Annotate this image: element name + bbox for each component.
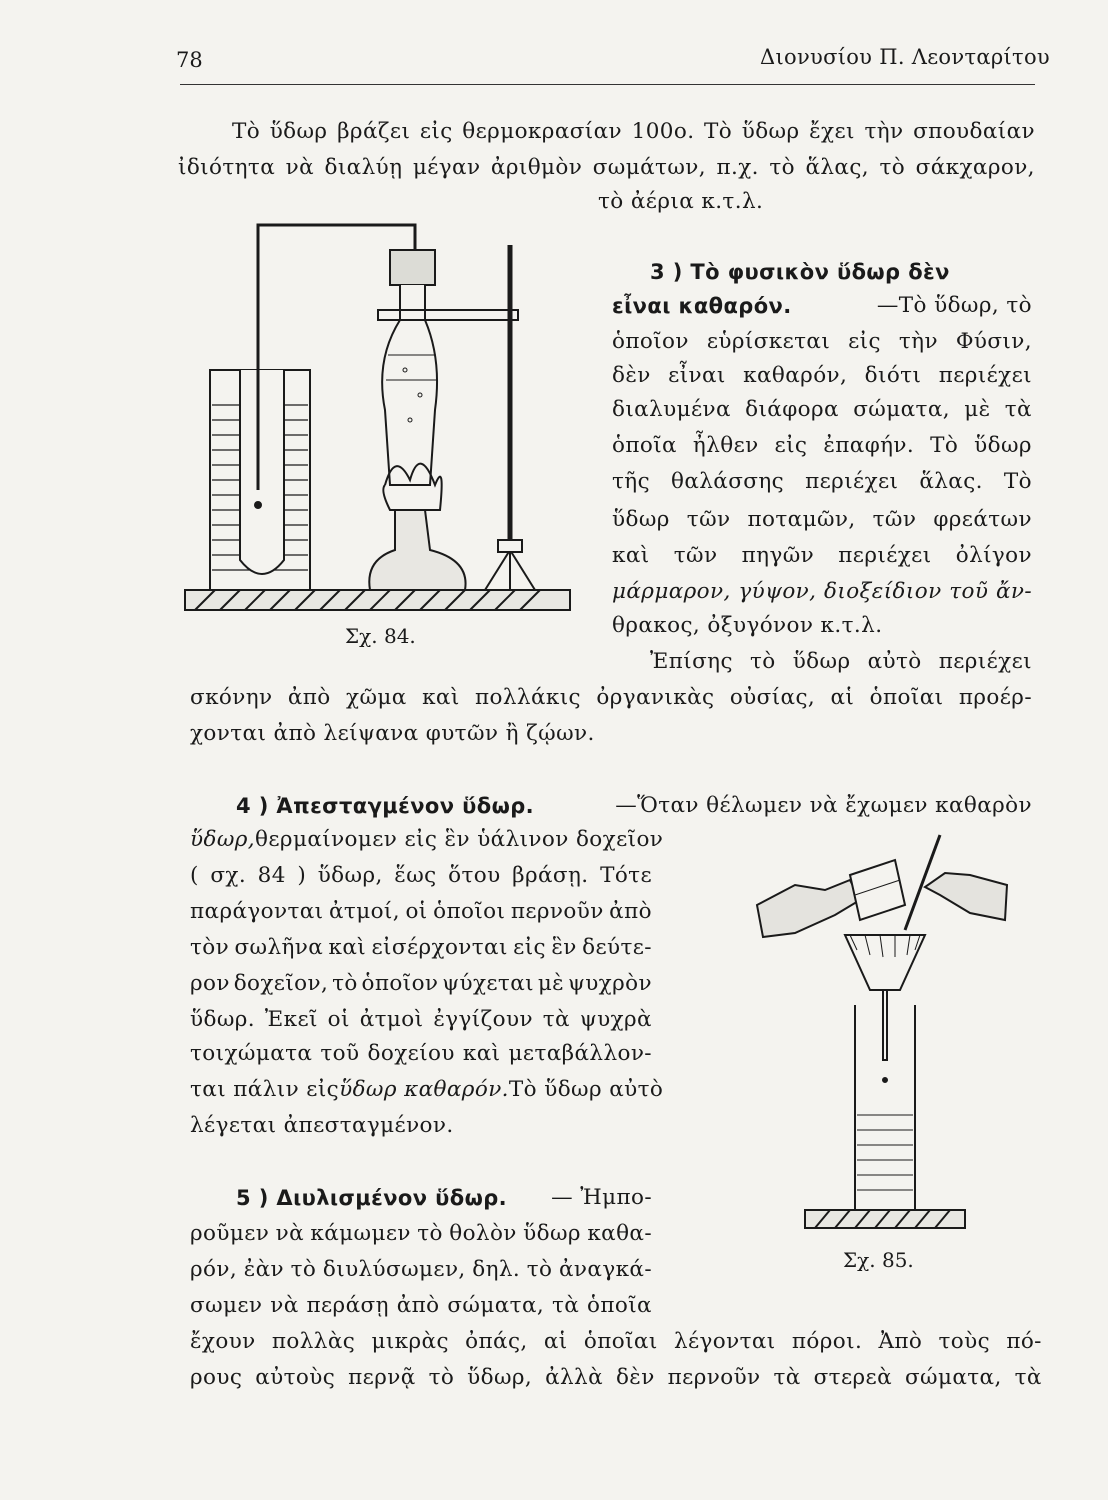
section-4-line-10: λέγεται ἀπεσταγμένον. (190, 1113, 454, 1138)
section-4-line-2-text: θερμαίνομεν εἰς ἓν ὑάλινον δοχεῖον (255, 827, 664, 852)
section-4-line-3: ( σχ. 84 ) ὕδωρ, ἕως ὅτου βράσῃ. Τότε (190, 863, 652, 888)
section-3-line-14: χονται ἀπὸ λείψανα φυτῶν ἢ ζῴων. (190, 721, 595, 746)
section-4-line-2 (190, 826, 664, 854)
section-4-line-8: τοιχώματα τοῦ δοχείου καὶ μεταβάλλον- (190, 1041, 652, 1066)
section-4-line-4: παράγονται ἀτμοί, οἱ ὁποῖοι περνοῦν ἀπὸ (190, 899, 652, 924)
figure-84-distillation-illustration (180, 220, 600, 620)
section-5-heading: 5 ) Διυλισμένον ὕδωρ. (236, 1186, 508, 1210)
section-3-line-4: δὲν εἶναι καθαρόν, διότι περιέχει (612, 363, 1032, 388)
section-4-line-7: ὕδωρ. Ἐκεῖ οἱ ἀτμοὶ ἐγγίζουν τὰ ψυχρὰ (190, 1007, 652, 1032)
section-3-line-7: τῆς θαλάσσης περιέχει ἅλας. Τὸ (612, 469, 1032, 494)
section-4-line-2-italic: ὕδωρ, (190, 827, 256, 852)
section-5-line-5: ἔχουν πολλὰς μικρὰς ὀπάς, αἱ ὁποῖαι λέγονται πόροι. Ἀπὸ τοὺς πό- (190, 1329, 1042, 1354)
intro-line-2: ἰδιότητα νὰ διαλύῃ μέγαν ἀριθμὸν σωμάτων, π.χ. τὸ ἅλας, τὸ σάκχαρον, (178, 155, 1035, 180)
figure-85-caption: Σχ. 85. (843, 1248, 914, 1272)
section-3-line-6: ὁποῖα ἦλθεν εἰς ἐπαφήν. Τὸ ὕδωρ (612, 433, 1032, 458)
page-number: 78 (176, 48, 203, 72)
section-3-heading-cont: εἶναι καθαρόν. (612, 294, 792, 318)
intro-line-3: τὸ ἀέρια κ.τ.λ. (598, 189, 764, 214)
section-3-line-11: θρακος, ὀξυγόνον κ.τ.λ. (612, 613, 883, 638)
section-5-line-1-text: — Ἠμπο- (551, 1185, 652, 1210)
section-5-line-6: ρους αὐτοὺς περνᾷ τὸ ὕδωρ, ἀλλὰ δὲν περνοῦν τὰ στερεὰ σώματα, τὰ (190, 1365, 1042, 1390)
section-3-line-12: Ἐπίσης τὸ ὕδωρ αὐτὸ περιέχει (650, 649, 1032, 674)
section-3-line-2 (612, 292, 1032, 320)
section-3-line-13: σκόνην ἀπὸ χῶμα καὶ πολλάκις ὀργανικὰς οὐσίας, αἱ ὁποῖαι προέρ- (190, 685, 1032, 710)
section-3-line-1 (650, 258, 1018, 286)
section-5-line-1 (236, 1184, 652, 1212)
header-rule (180, 84, 1035, 85)
section-4-line-9-c: Τὸ ὕδωρ αὐτὸ (508, 1077, 664, 1102)
section-4-line-6: ρον δοχεῖον, τὸ ὁποῖον ψύχεται μὲ ψυχρὸν (190, 971, 652, 996)
section-5-line-3: ρόν, ἐὰν τὸ διυλύσωμεν, δηλ. τὸ ἀναγκά- (190, 1257, 652, 1282)
section-5-line-4: σωμεν νὰ περάσῃ ἀπὸ σώματα, τὰ ὁποῖα (190, 1293, 652, 1318)
section-4-line-5: τὸν σωλῆνα καὶ εἰσέρχονται εἰς ἓν δεύτε- (190, 935, 652, 960)
section-4-line-9 (190, 1076, 664, 1104)
section-3-line-3: ὁποῖον εὑρίσκεται εἰς τὴν Φύσιν, (612, 329, 1032, 354)
section-3-line-9: καὶ τῶν πηγῶν περιέχει ὀλίγον (612, 543, 1032, 568)
section-3-heading: 3 ) Τὸ φυσικὸν ὕδωρ δὲν (650, 260, 950, 284)
figure-84-caption: Σχ. 84. (345, 624, 416, 648)
section-4-line-9-a: ται πάλιν εἰς (190, 1077, 340, 1102)
intro-line-1: Τὸ ὕδωρ βράζει εἰς θερμοκρασίαν 100ο. Τὸ ὕδωρ ἔχει τὴν σπουδαίαν (232, 119, 1035, 144)
section-3-line-2-text: —Τὸ ὕδωρ, τὸ (876, 293, 1032, 318)
section-5-line-2: ροῦμεν νὰ κάμωμεν τὸ θολὸν ὕδωρ καθα- (190, 1221, 652, 1246)
section-3-line-8: ὕδωρ τῶν ποταμῶν, τῶν φρεάτων (612, 507, 1032, 532)
section-4-heading: 4 ) Ἀπεσταγμένον ὕδωρ. (236, 794, 535, 818)
section-3-line-5: διαλυμένα διάφορα σώματα, μὲ τὰ (612, 397, 1032, 422)
section-3-line-10: μάρμαρον, γύψον, διοξείδιον τοῦ ἄν- (612, 579, 1032, 604)
section-4-line-9-italic: ὕδωρ καθαρόν. (339, 1077, 509, 1102)
figure-85-filtration-illustration (755, 815, 1010, 1235)
running-header: Διονυσίου Π. Λεονταρίτου (760, 45, 1050, 69)
section-4-line-1-text: —Ὅταν θέλωμεν νὰ ἔχωμεν καθαρὸν (615, 793, 1032, 818)
